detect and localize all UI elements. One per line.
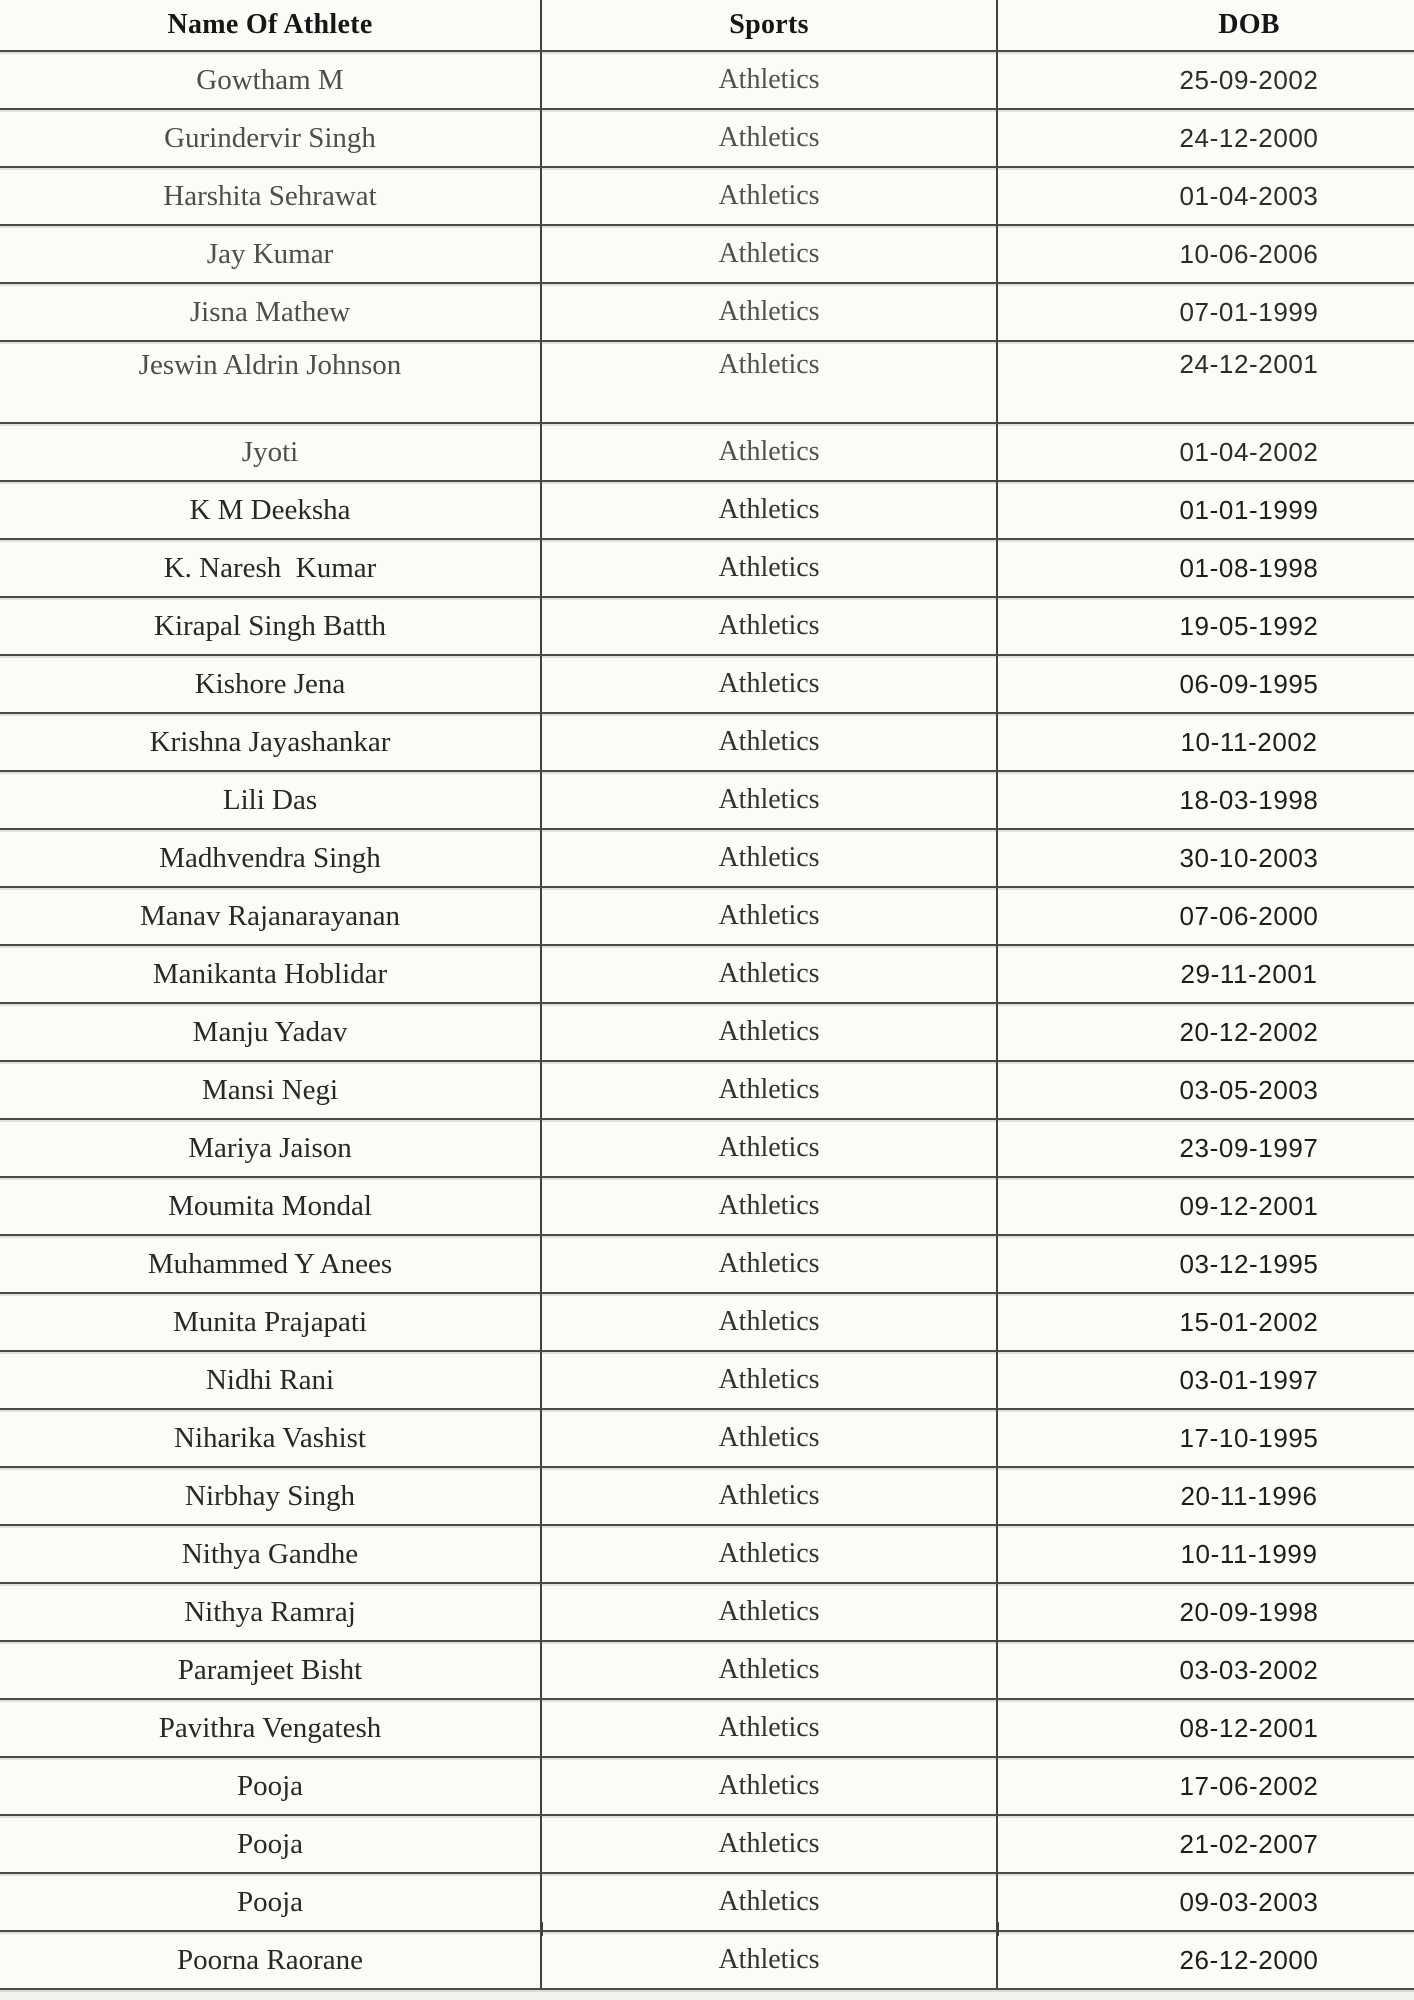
sport-cell: Athletics [542,1236,998,1292]
table-row [0,110,1414,168]
dob-cell: 09-03-2003 [1179,1886,1319,1917]
athlete-name-cell: Gowtham M [0,52,542,108]
sport-cell: Athletics [542,168,998,224]
dob-cell: 08-12-2001 [1179,1712,1319,1743]
dob-cell: 01-01-1999 [1179,494,1319,525]
dob-cell: 30-10-2003 [1179,842,1319,873]
table-row [0,1758,1414,1816]
sport-cell: Athletics [542,772,998,828]
dob-cell: 03-01-1997 [1179,1364,1319,1395]
dob-cell: 01-08-1998 [1179,552,1319,583]
column-header-sports: Sports [542,0,998,50]
sport-cell: Athletics [542,1874,998,1930]
athlete-name-cell: Kishore Jena [0,656,542,712]
dob-cell: 07-06-2000 [1179,900,1319,931]
dob-cell: 20-11-1996 [1180,1480,1318,1511]
athlete-name-cell: Nithya Gandhe [0,1526,542,1582]
athlete-name-cell: Paramjeet Bisht [0,1642,542,1698]
athlete-name-cell: K. Naresh Kumar [0,540,542,596]
sport-cell: Athletics [542,1294,998,1350]
dob-cell: 15-01-2002 [1179,1306,1319,1337]
athlete-name-cell: Niharika Vashist [0,1410,542,1466]
dob-cell: 07-01-1999 [1179,296,1319,327]
table-row [0,1700,1414,1758]
dob-cell: 24-12-2001 [1179,349,1319,379]
table-row [0,52,1414,110]
dob-cell: 21-02-2007 [1179,1828,1319,1859]
sport-cell: Athletics [542,1642,998,1698]
table-row [0,1642,1414,1700]
athlete-name-cell: Manikanta Hoblidar [0,946,542,1002]
dob-cell: 20-09-1998 [1179,1596,1319,1627]
athlete-name-cell: Nirbhay Singh [0,1468,542,1524]
sport-cell: Athletics [542,830,998,886]
dob-cell: 17-06-2002 [1179,1770,1319,1801]
athlete-name-cell: Manju Yadav [0,1004,542,1060]
sport-cell: Athletics [542,1468,998,1524]
dob-cell: 23-09-1997 [1179,1132,1319,1163]
dob-cell: 26-12-2000 [1179,1944,1319,1975]
athlete-name-cell: Harshita Sehrawat [0,168,542,224]
sport-cell: Athletics [542,424,998,480]
athlete-name-cell: Manav Rajanarayanan [0,888,542,944]
table-row [0,1584,1414,1642]
sport-cell: Athletics [542,342,998,422]
table-row [0,1062,1414,1120]
sport-cell: Athletics [542,714,998,770]
sport-cell: Athletics [542,482,998,538]
table-row [0,168,1414,226]
sport-cell: Athletics [542,1700,998,1756]
dob-cell: 10-11-2002 [1180,726,1318,757]
column-divider-stub-right [997,1922,999,1936]
table-row [0,342,1414,424]
athlete-name-cell: Pavithra Vengatesh [0,1700,542,1756]
athlete-name-cell: Nidhi Rani [0,1352,542,1408]
dob-cell: 03-05-2003 [1179,1074,1319,1105]
dob-cell: 03-03-2002 [1179,1654,1319,1685]
table-row [0,714,1414,772]
sport-cell: Athletics [542,1932,998,1988]
table-row [0,1816,1414,1874]
table-row [0,226,1414,284]
table-row [0,946,1414,1004]
table-row [0,1294,1414,1352]
sport-cell: Athletics [542,1410,998,1466]
column-header-name-of-athlete: Name Of Athlete [0,0,542,50]
athlete-name-cell: Lili Das [0,772,542,828]
athlete-name-cell: Pooja [0,1758,542,1814]
athlete-name-cell: Krishna Jayashankar [0,714,542,770]
table-row [0,424,1414,482]
table-row [0,482,1414,540]
column-divider-stub-left [541,1922,543,1936]
table-row [0,1178,1414,1236]
athlete-name-cell: Jay Kumar [0,226,542,282]
dob-cell: 09-12-2001 [1179,1190,1319,1221]
dob-cell: 20-12-2002 [1179,1016,1319,1047]
table-row [0,598,1414,656]
athlete-name-cell: K M Deeksha [0,482,542,538]
athlete-name-cell: Kirapal Singh Batth [0,598,542,654]
table-header-row [0,0,1414,52]
dob-cell: 06-09-1995 [1179,668,1319,699]
sport-cell: Athletics [542,540,998,596]
sport-cell: Athletics [542,1178,998,1234]
sport-cell: Athletics [542,110,998,166]
athlete-name-cell: Jisna Mathew [0,284,542,340]
table-row [0,888,1414,946]
table-row [0,1236,1414,1294]
table-row [0,830,1414,888]
sport-cell: Athletics [542,1758,998,1814]
athlete-name-cell: Gurindervir Singh [0,110,542,166]
table-row [0,1468,1414,1526]
sport-cell: Athletics [542,1004,998,1060]
sport-cell: Athletics [542,888,998,944]
table-row [0,1120,1414,1178]
dob-cell: 01-04-2003 [1179,180,1319,211]
athlete-name-cell: Munita Prajapati [0,1294,542,1350]
table-body [0,52,1414,1990]
dob-cell: 25-09-2002 [1179,64,1319,95]
sport-cell: Athletics [542,1120,998,1176]
dob-cell: 01-04-2002 [1179,436,1319,467]
athlete-name-cell: Muhammed Y Anees [0,1236,542,1292]
athlete-name-cell: Poorna Raorane [0,1932,542,1988]
table-row [0,1932,1414,1990]
table-row [0,540,1414,598]
dob-cell: 17-10-1995 [1179,1422,1319,1453]
athlete-name-cell: Nithya Ramraj [0,1584,542,1640]
sport-cell: Athletics [542,598,998,654]
table-row [0,1526,1414,1584]
table-row [0,1004,1414,1062]
athlete-name-cell: Moumita Mondal [0,1178,542,1234]
athlete-name-cell: Mansi Negi [0,1062,542,1118]
dob-cell: 18-03-1998 [1179,784,1319,815]
sport-cell: Athletics [542,284,998,340]
dob-cell: 10-11-1999 [1180,1538,1318,1569]
sport-cell: Athletics [542,52,998,108]
table-row [0,772,1414,830]
dob-cell: 03-12-1995 [1179,1248,1319,1279]
column-header-dob: DOB [1218,9,1280,40]
table-row [0,656,1414,714]
sport-cell: Athletics [542,1352,998,1408]
table-row [0,1352,1414,1410]
table-row [0,1874,1414,1932]
sport-cell: Athletics [542,946,998,1002]
athlete-name-cell: Jeswin Aldrin Johnson [0,342,542,422]
sport-cell: Athletics [542,1062,998,1118]
athlete-name-cell: Mariya Jaison [0,1120,542,1176]
athlete-name-cell: Pooja [0,1874,542,1930]
athlete-name-cell: Madhvendra Singh [0,830,542,886]
table-row [0,1410,1414,1468]
athlete-name-cell: Pooja [0,1816,542,1872]
dob-cell: 10-06-2006 [1179,238,1319,269]
table-row [0,284,1414,342]
dob-cell: 19-05-1992 [1179,610,1319,641]
dob-cell: 29-11-2001 [1180,958,1318,989]
sport-cell: Athletics [542,1816,998,1872]
sport-cell: Athletics [542,656,998,712]
dob-cell: 24-12-2000 [1179,122,1319,153]
sport-cell: Athletics [542,226,998,282]
athlete-name-cell: Jyoti [0,424,542,480]
sport-cell: Athletics [542,1526,998,1582]
sport-cell: Athletics [542,1584,998,1640]
